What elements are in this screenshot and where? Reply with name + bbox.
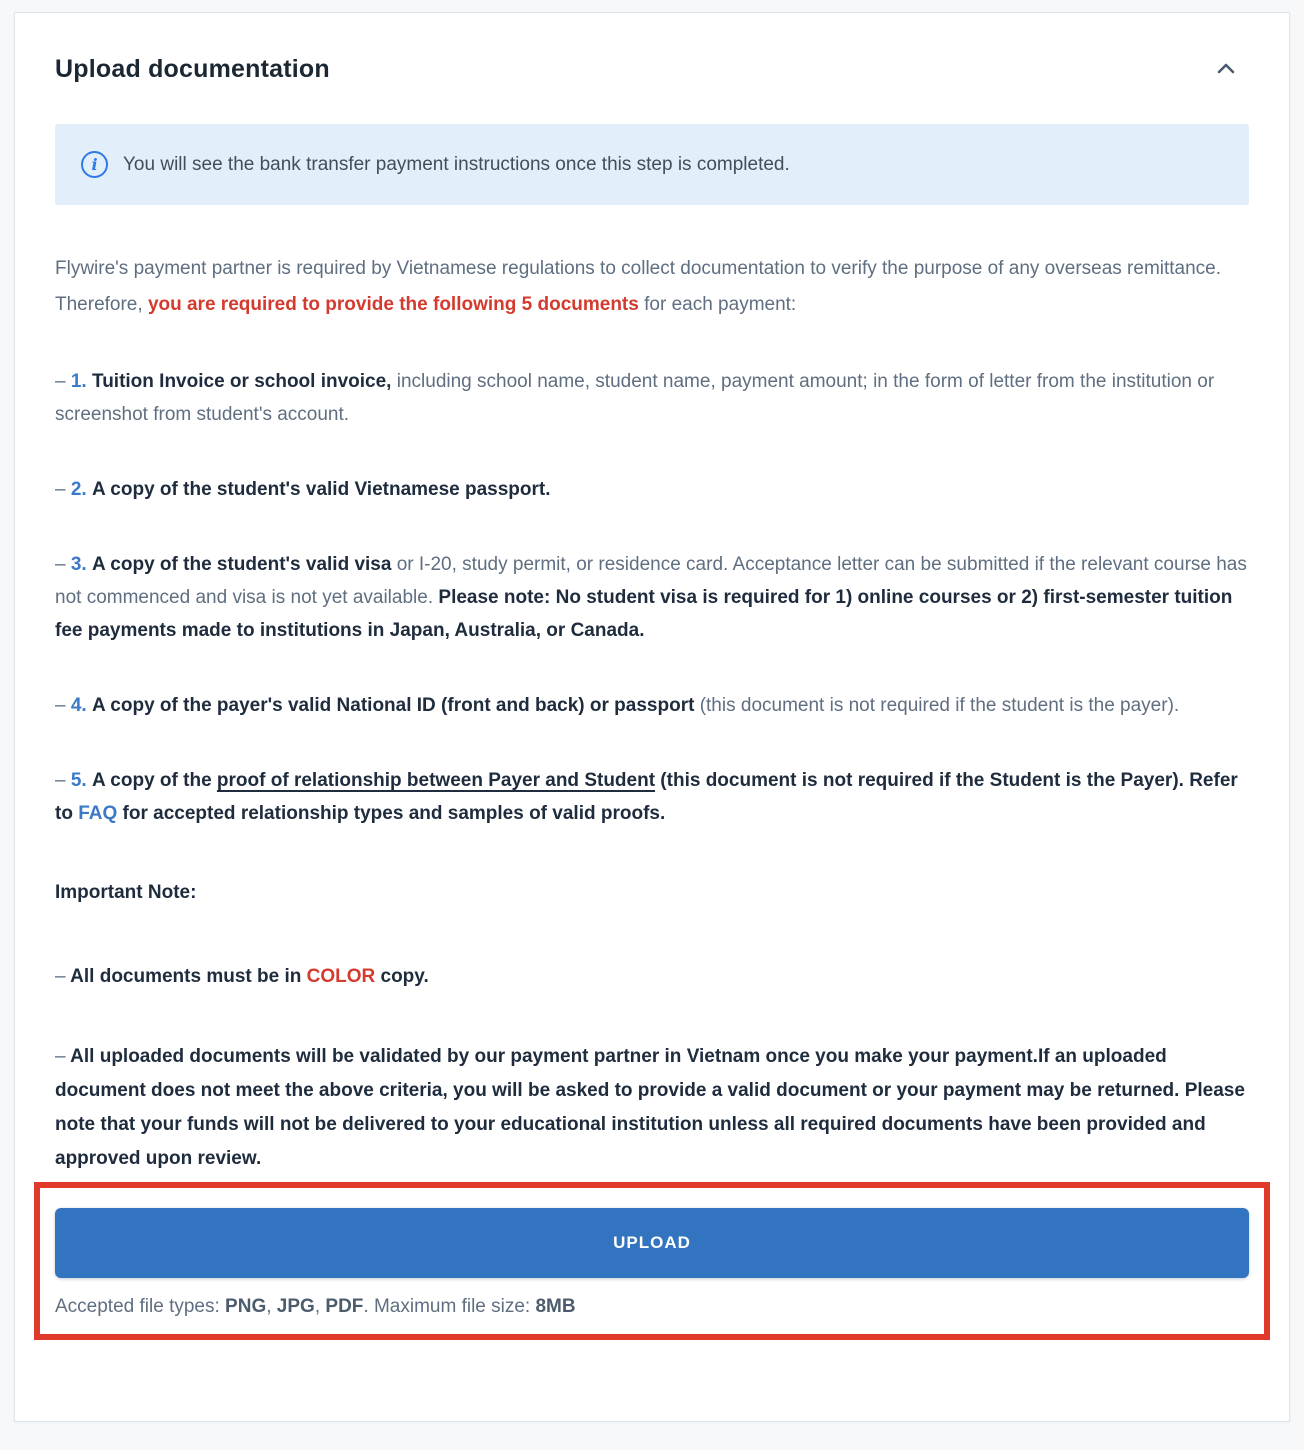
page-title: Upload documentation — [55, 55, 330, 83]
item-title-underlined: proof of relationship between Payer and Student — [216, 770, 656, 791]
item-dash: – — [55, 770, 66, 791]
item-text-post: for accepted relationship types and samples of valid proofs. — [117, 803, 666, 824]
upload-highlight-box — [34, 1182, 1270, 1340]
file-type-jpg: JPG — [276, 1296, 315, 1317]
document-item-1 — [55, 365, 1249, 431]
item-dash: – — [55, 371, 66, 392]
item-description: or I-20, study permit, or residence card. Acceptance letter can be submitted if the relevant course has not commenced and visa is not yet available. — [55, 554, 1247, 608]
important-note-heading: Important Note: — [55, 882, 197, 903]
item-dash: – — [55, 479, 66, 500]
document-item-4 — [55, 689, 1249, 722]
validation-note — [55, 1040, 1249, 1176]
card-header — [55, 55, 1249, 84]
document-item-2 — [55, 473, 1249, 506]
item-title-pre: A copy of the — [92, 770, 217, 791]
document-item-5 — [55, 764, 1249, 830]
item-description: including school name, student name, payment amount; in the form of letter from the institution or screenshot from student's account. — [55, 371, 1215, 425]
item-text-mid: (this document is not required if the Student is the Payer). Refer to — [55, 770, 1238, 824]
validation-note-text: All uploaded documents will be validated by our payment partner in Vietnam once you make your payment.If an uploaded document does not meet the above criteria, you will be asked to provide a valid document or your payment may be returned. Please note that your funds will not be delivered to your educational institution unless all required documents have been provided and approved upon review. — [55, 1046, 1245, 1169]
intro-text-pre: Flywire's payment partner is required by Vietnamese regulations to collect documentation to verify the purpose of any overseas remittance. Therefore, — [55, 258, 1222, 315]
info-banner-text: You will see the bank transfer payment instructions once this step is completed. — [123, 153, 790, 175]
file-size-label: . Maximum file size: — [363, 1296, 536, 1317]
item-description: (this document is not required if the student is the payer). — [694, 695, 1180, 716]
faq-link[interactable]: FAQ — [78, 803, 118, 824]
item-note: Please note: No student visa is required for 1) online courses or 2) first-semester tuition fee payments made to institutions in Japan, Australia, or Canada. — [55, 587, 1233, 641]
file-type-separator: , — [314, 1296, 326, 1317]
item-dash: – — [55, 695, 66, 716]
color-note-pre: All documents must be in — [65, 966, 307, 987]
note-dash: – — [55, 966, 66, 987]
color-note-post: copy. — [375, 966, 429, 987]
file-type-pdf: PDF — [325, 1296, 364, 1317]
file-requirements-text — [55, 1296, 1249, 1318]
note-dash: – — [55, 1046, 66, 1067]
item-number: 5. — [70, 770, 87, 791]
chevron-up-icon — [1217, 62, 1235, 77]
item-title: Tuition Invoice or school invoice, — [92, 371, 392, 392]
item-title: A copy of the student's valid visa — [92, 554, 392, 575]
document-item-3 — [55, 548, 1249, 647]
item-number: 1. — [70, 371, 87, 392]
intro-paragraph — [55, 251, 1249, 323]
upload-button[interactable]: UPLOAD — [55, 1208, 1249, 1278]
item-number: 2. — [70, 479, 87, 500]
file-type-png: PNG — [225, 1296, 267, 1317]
item-number: 3. — [70, 554, 87, 575]
info-icon: i — [81, 151, 108, 178]
intro-text-highlight: you are required to provide the following 5 documents — [147, 294, 639, 315]
item-title: A copy of the payer's valid National ID (front and back) or passport — [92, 695, 695, 716]
file-type-separator: , — [266, 1296, 277, 1317]
item-number: 4. — [70, 695, 87, 716]
collapse-section-button[interactable] — [1203, 56, 1249, 83]
upload-documentation-card — [14, 12, 1290, 1422]
info-banner — [55, 124, 1249, 205]
color-copy-note — [55, 960, 1249, 994]
item-title: A copy of the student's valid Vietnamese passport. — [92, 479, 551, 500]
file-size-value: 8MB — [535, 1296, 576, 1317]
color-note-red: COLOR — [306, 966, 376, 987]
item-dash: – — [55, 554, 66, 575]
file-types-label: Accepted file types: — [55, 1296, 226, 1317]
intro-text-post: for each payment: — [638, 294, 797, 315]
